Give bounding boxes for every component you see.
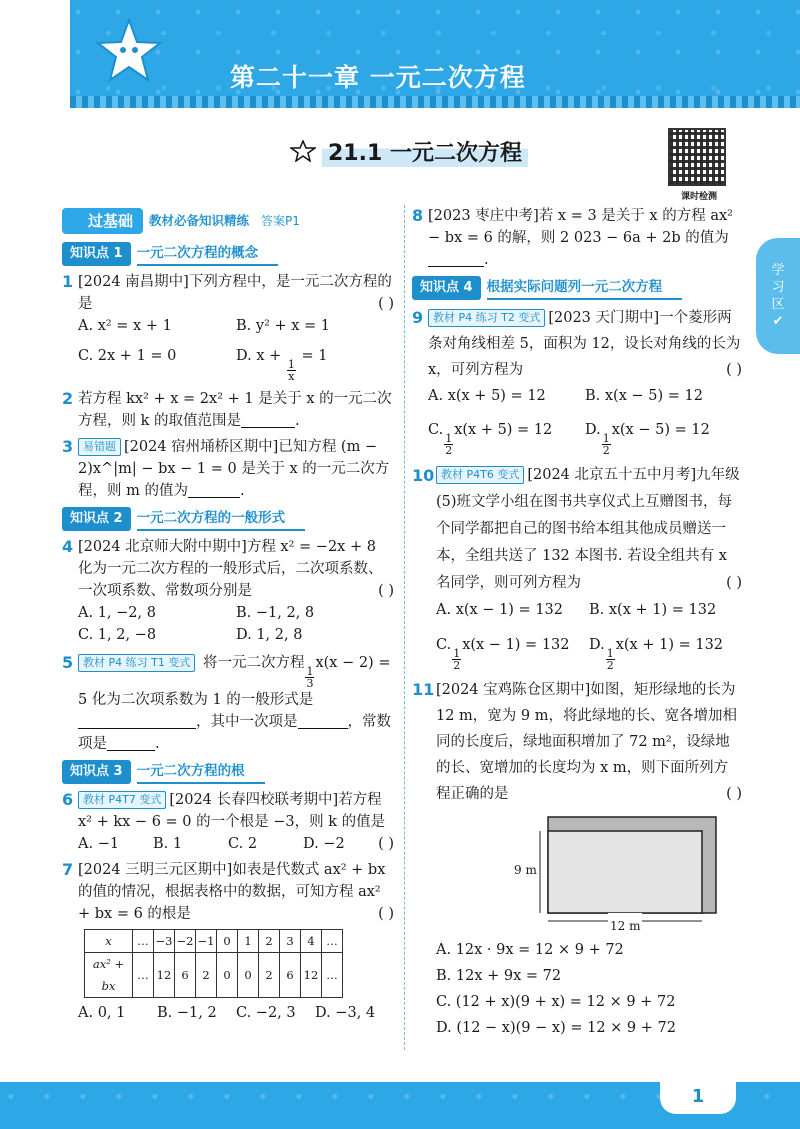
question-11 <box>412 677 742 1041</box>
answer-paren[interactable]: ( ) <box>378 836 394 852</box>
frac-den: 3 <box>306 677 314 690</box>
table-cell: … <box>133 953 154 998</box>
option-d-suffix: x(x − 5) = 12 <box>611 422 710 438</box>
question-number: 11 <box>412 680 435 699</box>
options <box>78 1002 394 1024</box>
question-9 <box>412 305 742 456</box>
option-d[interactable]: D. −3, 4 <box>315 1005 376 1021</box>
option-a[interactable]: A. −1 <box>78 836 120 852</box>
question-4 <box>62 536 394 646</box>
frac-num: 1 <box>287 358 295 371</box>
fraction <box>305 666 314 689</box>
basic-badge: 过基础 <box>62 208 143 234</box>
option-c-suffix: x(x + 5) = 12 <box>454 422 553 438</box>
frac-den: 2 <box>606 659 614 672</box>
question-text: [2023 枣庄中考]若 x = 3 是关于 x 的方程 ax² − bx = 6 的解，则 2 023 − 6a + 2b 的值为 <box>428 208 733 246</box>
table-cell: 12 <box>154 953 175 998</box>
fraction <box>452 648 461 671</box>
question-tag: 教材 P4T6 变式 <box>436 466 524 484</box>
frac-den: 2 <box>453 659 461 672</box>
fraction <box>444 433 453 456</box>
question-text: [2024 宝鸡陈仓区期中]如图，矩形绿地的长为 12 m，宽为 9 m，将此绿地的长、宽各增加相同的长度后，绿地面积增加了 72 m²，设绿地的长、宽增加的长度均为 x m，则下面所列方程正确的是 <box>436 682 738 802</box>
question-3 <box>62 436 394 502</box>
side-tab-char: 学 <box>771 263 785 278</box>
question-tag: 教材 P4 练习 T1 变式 <box>78 654 195 672</box>
star-mascot-icon <box>96 18 162 84</box>
question-number: 10 <box>412 466 435 485</box>
qr-label: 课时检测 <box>680 192 717 202</box>
question-number: 8 <box>412 206 424 225</box>
option-a[interactable]: A. 1, −2, 8 <box>78 605 156 621</box>
table-cell: … <box>322 953 343 998</box>
option-d-prefix: D. <box>585 422 601 438</box>
table-cell: −1 <box>196 930 217 953</box>
option-d[interactable]: D. 1, 2, 8 <box>236 627 303 643</box>
kp-badge: 知识点 1 <box>62 242 131 266</box>
question-text: [2024 南昌期中]下列方程中，是一元二次方程的是 <box>78 274 392 312</box>
option-c[interactable]: C. 2x + 1 = 0 <box>78 348 177 364</box>
option-b[interactable]: B. y² + x = 1 <box>236 318 331 334</box>
option-c[interactable]: C. −2, 3 <box>236 1005 296 1021</box>
kp-badge: 知识点 2 <box>62 507 131 531</box>
table-cell: −3 <box>154 930 175 953</box>
table-head: ax² + bx <box>85 953 133 998</box>
question-7 <box>62 859 394 1024</box>
kp-title: 根据实际问题列一元二次方程 <box>487 276 683 300</box>
options <box>436 597 742 671</box>
question-tag: 教材 P4T7 变式 <box>78 791 166 809</box>
question-10 <box>412 462 742 671</box>
answer-paren[interactable]: ( ) <box>378 296 394 312</box>
table-cell: 3 <box>280 930 301 953</box>
knowledge-point-4 <box>412 275 742 301</box>
answer-blank[interactable] <box>107 735 155 751</box>
question-number: 3 <box>62 437 74 456</box>
fraction <box>602 433 611 456</box>
answer-blank[interactable] <box>188 482 240 498</box>
right-column <box>412 205 742 1045</box>
option-a[interactable]: A. 12x · 9x = 12 × 9 + 72 <box>436 942 624 958</box>
question-text-3: ，其中一次项是 <box>196 714 298 730</box>
question-number: 9 <box>412 308 424 327</box>
mascot-badge-icon <box>290 140 316 162</box>
answer-paren[interactable]: ( ) <box>378 906 394 922</box>
frac-num: 1 <box>606 647 614 660</box>
question-text-2: x(x − 2) = 5 化为二次项系数为 1 的一般形式是 <box>78 655 391 708</box>
option-c[interactable]: C. 2 <box>228 836 258 852</box>
question-tag: 易错题 <box>78 438 121 456</box>
frac-num: 1 <box>306 665 314 678</box>
basic-section-bar <box>62 205 394 237</box>
table-cell: 2 <box>196 953 217 998</box>
qr-code[interactable] <box>668 128 726 186</box>
answer-paren[interactable]: ( ) <box>726 575 742 591</box>
table-cell: … <box>322 930 343 953</box>
question-text: [2024 宿州埇桥区期中]已知方程 (m − 2)x^|m| − bx − 1 = 0 是关于 x 的一元二次方程，则 m 的值为 <box>78 439 390 499</box>
table-cell: 6 <box>175 953 196 998</box>
frac-num: 1 <box>602 432 610 445</box>
question-text: [2024 北京五十五中月考]九年级(5)班文学小组在图书共享仪式上互赠图书，每个同学都把自己的图书给本组其他成员赠送一本，全组共送了 132 本图书. 若设全组共有 x 名同学，则可列方程为 <box>436 467 740 591</box>
table-row <box>85 953 343 998</box>
option-b[interactable]: B. −1, 2, 8 <box>236 605 315 621</box>
question-number: 7 <box>62 860 74 879</box>
question-tag: 教材 P4 练习 T2 变式 <box>428 309 545 327</box>
table-row <box>85 930 343 953</box>
frac-den: 2 <box>602 444 610 457</box>
options <box>78 833 378 855</box>
options <box>78 315 394 382</box>
answer-blank[interactable] <box>78 713 196 729</box>
option-a[interactable]: A. x(x + 5) = 12 <box>428 388 546 404</box>
rectangle-diagram <box>436 813 736 931</box>
section-title: 21.1 一元二次方程 <box>322 136 528 167</box>
question-number: 2 <box>62 389 74 408</box>
frac-den: x <box>288 370 295 383</box>
question-number: 4 <box>62 537 74 556</box>
option-c-prefix: C. <box>428 422 444 438</box>
kp-badge: 知识点 3 <box>62 760 131 784</box>
option-c[interactable]: C. (12 + x)(9 + x) = 12 × 9 + 72 <box>436 994 676 1010</box>
check-icon: ✔ <box>772 314 784 329</box>
table-cell: 0 <box>238 953 259 998</box>
fraction <box>287 359 296 382</box>
table-cell: 2 <box>259 953 280 998</box>
answer-blank[interactable] <box>298 713 348 729</box>
option-d[interactable] <box>585 417 742 456</box>
table-cell: 12 <box>301 953 322 998</box>
kp-title: 一元二次方程的根 <box>137 760 265 784</box>
options <box>428 383 742 456</box>
question-text-end: . <box>239 483 245 499</box>
option-a[interactable]: A. x(x − 1) = 132 <box>436 602 563 618</box>
question-text: [2024 长春四校联考期中]若方程 x² + kx − 6 = 0 的一个根是 −3，则 k 的值是 <box>78 792 386 830</box>
fraction <box>606 648 615 671</box>
option-d-suffix: x(x + 1) = 132 <box>615 637 724 653</box>
question-6 <box>62 789 394 855</box>
option-d[interactable]: D. −2 <box>303 836 345 852</box>
question-5 <box>62 652 394 755</box>
knowledge-point-3 <box>62 759 394 785</box>
option-b[interactable]: B. −1, 2 <box>157 1005 217 1021</box>
column-divider <box>404 205 405 1050</box>
question-text-end: . <box>295 413 300 429</box>
table-cell: … <box>133 930 154 953</box>
page-number: 1 <box>660 1082 736 1114</box>
question-text: [2024 三明三元区期中]如表是代数式 ax² + bx 的值的情况，根据表格中的数据，可知方程 ax² + bx = 6 的根是 <box>78 862 386 922</box>
option-b[interactable]: B. x(x + 1) = 132 <box>589 602 717 618</box>
option-d[interactable] <box>589 632 742 671</box>
option-a[interactable]: A. 0, 1 <box>78 1005 126 1021</box>
option-c-prefix: C. <box>436 637 452 653</box>
question-2 <box>62 388 394 432</box>
height-label: 9 m <box>514 857 537 883</box>
option-c[interactable] <box>428 417 585 456</box>
question-number: 6 <box>62 790 74 809</box>
option-c-suffix: x(x − 1) = 132 <box>462 637 570 653</box>
frac-num: 1 <box>453 647 461 660</box>
option-d[interactable] <box>236 345 394 382</box>
basic-subtitle: 教材必备知识精练 <box>149 213 250 228</box>
kp-title: 一元二次方程的一般形式 <box>137 507 306 531</box>
value-table <box>84 929 343 998</box>
table-cell: 0 <box>217 930 238 953</box>
option-c[interactable] <box>436 632 589 671</box>
side-tab-char: 习 <box>771 280 785 295</box>
frac-num: 1 <box>445 432 453 445</box>
option-b[interactable]: B. x(x − 5) = 12 <box>585 388 703 404</box>
table-cell: 1 <box>238 930 259 953</box>
option-d[interactable]: D. (12 − x)(9 − x) = 12 × 9 + 72 <box>436 1020 676 1036</box>
answer-paren[interactable]: ( ) <box>378 583 394 599</box>
answer-blank[interactable] <box>428 251 484 267</box>
kp-title: 一元二次方程的概念 <box>137 242 279 266</box>
question-text-end: . <box>484 252 489 268</box>
table-cell: 4 <box>301 930 322 953</box>
question-8 <box>412 205 742 271</box>
answer-ref[interactable]: 答案P1 <box>261 214 300 228</box>
table-head: x <box>85 930 133 953</box>
question-1 <box>62 271 394 382</box>
side-tab-char: 区 <box>771 297 785 312</box>
option-d-suffix: = 1 <box>301 348 328 364</box>
option-c[interactable]: C. 1, 2, −8 <box>78 627 157 643</box>
question-text-5: . <box>155 736 160 752</box>
table-cell: 0 <box>217 953 238 998</box>
section-title-row <box>290 134 528 168</box>
question-text: [2023 天门期中]一个菱形两条对角线相差 5，面积为 12，设长对角线的长为 x，可列方程为 <box>428 310 741 378</box>
table-cell: 6 <box>280 953 301 998</box>
option-d-prefix: D. <box>589 637 605 653</box>
frac-den: 2 <box>445 444 453 457</box>
knowledge-point-1 <box>62 241 394 267</box>
table-cell: −2 <box>175 930 196 953</box>
option-d-prefix: D. x + <box>236 348 282 364</box>
left-column <box>62 205 394 1028</box>
kp-badge: 知识点 4 <box>412 276 481 300</box>
options <box>78 602 394 646</box>
question-text: 将一元二次方程 <box>202 655 305 671</box>
question-text: [2024 北京师大附中期中]方程 x² = −2x + 8 化为一元二次方程的一般形式后，二次项系数、一次项系数、常数项分别是 <box>78 539 383 599</box>
question-text-4: ，常数项是 <box>78 714 391 752</box>
answer-paren[interactable]: ( ) <box>726 362 742 378</box>
question-number: 1 <box>62 272 74 291</box>
width-label: 12 m <box>608 913 642 939</box>
study-area-tab[interactable] <box>756 238 800 354</box>
option-b[interactable]: B. 12x + 9x = 72 <box>436 968 562 984</box>
rectangle-figure <box>436 813 742 931</box>
table-cell: 2 <box>259 930 280 953</box>
option-a[interactable]: A. x² = x + 1 <box>78 318 172 334</box>
knowledge-point-2 <box>62 506 394 532</box>
question-number: 5 <box>62 653 74 672</box>
answer-blank[interactable] <box>241 412 295 428</box>
chapter-title: 第二十一章 一元二次方程 <box>230 63 526 92</box>
option-b[interactable]: B. 1 <box>153 836 183 852</box>
question-text: 若方程 kx² + x = 2x² + 1 是关于 x 的一元二次方程，则 k 的取值范围是 <box>78 391 392 429</box>
answer-paren[interactable]: ( ) <box>726 786 742 802</box>
